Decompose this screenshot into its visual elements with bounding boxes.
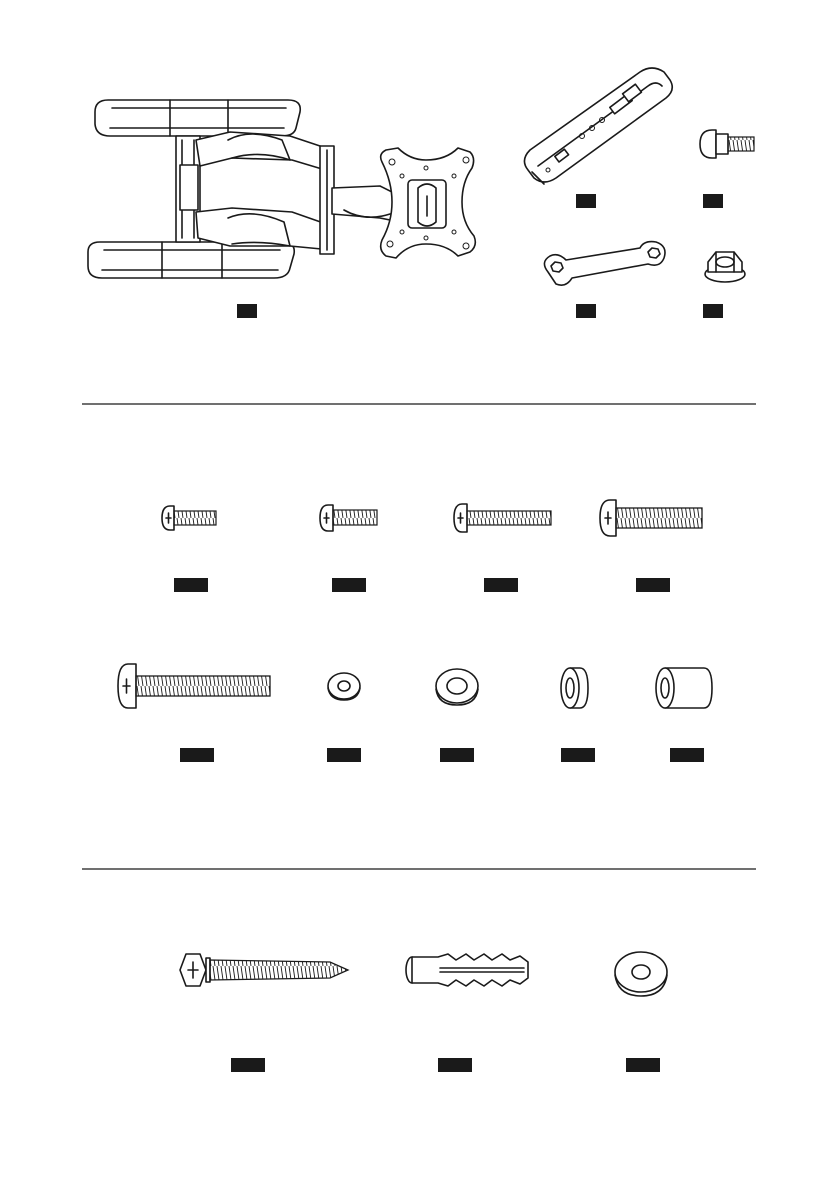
- long-screw-illustration: [118, 664, 270, 708]
- flange-nut-illustration: [705, 252, 745, 282]
- lag-bolt-illustration: [180, 954, 348, 986]
- part-tag-screw-4: [636, 578, 670, 592]
- part-tag-cap-bolt: [703, 194, 723, 208]
- long-spacer-illustration: [656, 668, 712, 708]
- wrench-illustration: [544, 242, 665, 286]
- cap-bolt-illustration: [700, 130, 754, 158]
- part-tag-short-spacer: [561, 748, 595, 762]
- part-tag-small-washer: [327, 748, 361, 762]
- wall-plate-illustration: [524, 68, 672, 184]
- part-tag-flange-nut: [703, 304, 723, 318]
- part-tag-lag-washer: [626, 1058, 660, 1072]
- part-tag-wall-anchor: [438, 1058, 472, 1072]
- large-washer-illustration: [436, 669, 478, 705]
- screw-2-illustration: [320, 505, 377, 531]
- short-spacer-illustration: [561, 668, 588, 708]
- part-tag-large-washer: [440, 748, 474, 762]
- screw-3-illustration: [454, 504, 551, 532]
- screw-4-illustration: [600, 500, 702, 536]
- lag-washer-illustration: [615, 952, 667, 996]
- part-tag-screw-1: [174, 578, 208, 592]
- part-tag-wall-plate: [576, 194, 596, 208]
- wall-mount-arm-illustration: [88, 100, 475, 278]
- part-tag-lag-bolt: [231, 1058, 265, 1072]
- part-tag-screw-2: [332, 578, 366, 592]
- wall-anchor-illustration: [406, 954, 528, 986]
- part-tag-wrench: [576, 304, 596, 318]
- part-tag-long-screw: [180, 748, 214, 762]
- small-washer-illustration: [328, 673, 360, 700]
- part-tag-screw-3: [484, 578, 518, 592]
- screw-1-illustration: [162, 506, 216, 530]
- part-tag-long-spacer: [670, 748, 704, 762]
- part-tag-wall-mount-arm: [237, 304, 257, 318]
